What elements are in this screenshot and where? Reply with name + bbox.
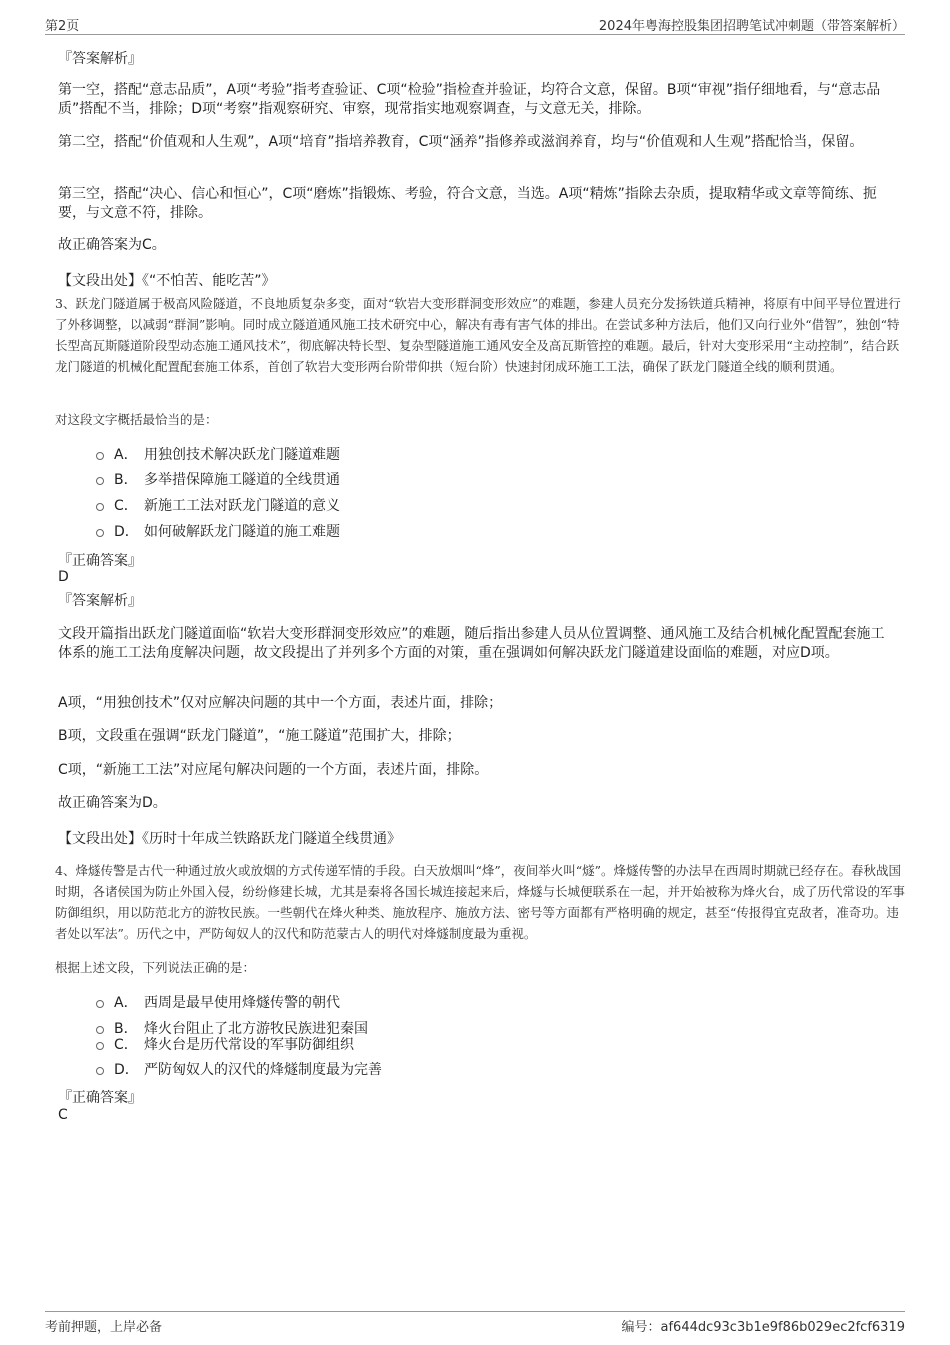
question-3-stem: 对这段文字概括最恰当的是： bbox=[55, 412, 218, 427]
question-3-option-d[interactable]: D． 如何破解跃龙门隧道的施工难题 bbox=[96, 521, 340, 541]
question-3-option-c[interactable]: C． 新施工工法对跃龙门隧道的意义 bbox=[96, 495, 340, 515]
question-3-option-b[interactable]: B． 多举措保障施工隧道的全线贯通 bbox=[96, 469, 340, 489]
analysis-conclusion: 故正确答案为D。 bbox=[58, 795, 167, 811]
radio-icon[interactable] bbox=[96, 452, 104, 460]
radio-icon[interactable] bbox=[96, 1042, 104, 1050]
question-4-option-b[interactable]: B． 烽火台阻止了北方游牧民族进犯秦国 bbox=[96, 1018, 368, 1038]
radio-icon[interactable] bbox=[96, 477, 104, 485]
document-code: 编号：af644dc93c3b1e9f86b029ec2fcf6319 bbox=[621, 1320, 905, 1335]
analysis-paragraph: 文段开篇指出跃龙门隧道面临“软岩大变形群洞变形效应”的难题，随后指出参建人员从位置调整、通风施工及结合机械化配置配套施工体系的施工工法角度解决问题，故文段提出了并列多个方面的对策，重在强调如何解决跃龙门隧道建设面临的难题，对应D项。 bbox=[58, 626, 885, 661]
correct-answer-label: 『正确答案』 bbox=[58, 1090, 142, 1106]
question-3-text: 3、跃龙门隧道属于极高风险隧道，不良地质复杂多变，面对“软岩大变形群洞变形效应”的难题，参建人员充分发扬铁道兵精神，将原有中间平导位置进行了外移调整，以减弱“群洞”影响。同时成立隧道通风施工技术研究中心，解决有毒有害气体的排出。在尝试多种方法后，他们又向行业外“借智”，独创“特长型高瓦斯隧道阶段型动态施工通风技术”，彻底解决特长型、复杂型隧道施工通风安全及高瓦斯管控的难题。最后，针对大变形采用“主动控制”，结合跃龙门隧道的机械化配置配套施工体系，首创了软岩大变形两台阶带仰拱（短台阶）快速封闭成环施工工法，确保了跃龙门隧道全线的顺利贯通。 bbox=[55, 296, 901, 374]
radio-icon[interactable] bbox=[96, 1026, 104, 1034]
question-4-option-a[interactable]: A． 西周是最早使用烽燧传警的朝代 bbox=[96, 992, 340, 1012]
analysis-paragraph: 第三空，搭配“决心、信心和恒心”，C项“磨炼”指锻炼、考验，符合文意，当选。A项“精炼”指除去杂质，提取精华或文章等简练、扼要，与文意不符，排除。 bbox=[58, 186, 877, 221]
footer-slogan: 考前押题，上岸必备 bbox=[45, 1320, 163, 1335]
question-4-option-c[interactable]: C． 烽火台是历代常设的军事防御组织 bbox=[96, 1034, 354, 1054]
radio-icon[interactable] bbox=[96, 503, 104, 511]
question-4-option-d[interactable]: D． 严防匈奴人的汉代的烽燧制度最为完善 bbox=[96, 1059, 382, 1079]
analysis-paragraph: 第二空，搭配“价值观和人生观”，A项“培育”指培养教育，C项“涵养”指修养或滋润养育，均与“价值观和人生观”搭配恰当，保留。 bbox=[58, 134, 864, 150]
radio-icon[interactable] bbox=[96, 529, 104, 537]
page-footer bbox=[45, 1311, 905, 1334]
analysis-paragraph: 第一空，搭配“意志品质”，A项“考验”指考查验证、C项“检验”指检查并验证，均符合文意，保留。B项“审视”指仔细地看，与“意志品质”搭配不当，排除；D项“考察”指观察研究、审察，现常指实地观察调查，与文意无关，排除。 bbox=[58, 82, 881, 117]
correct-answer-label: 『正确答案』 bbox=[58, 553, 142, 569]
analysis-label: 『答案解析』 bbox=[58, 51, 142, 67]
page-header bbox=[45, 14, 905, 35]
correct-answer: D bbox=[58, 569, 69, 585]
source-note: 【文段出处】《历时十年成兰铁路跃龙门隧道全线贯通》 bbox=[58, 831, 401, 847]
question-4-text: 4、烽燧传警是古代一种通过放火或放烟的方式传递军情的手段。白天放烟叫“烽”，夜间举火叫“燧”。烽燧传警的办法早在西周时期就已经存在。春秋战国时期，各诸侯国为防止外国入侵，纷纷修建长城，尤其是秦将各国长城连接起来后，烽燧与长城便联系在一起，并开始被称为烽火台，成了历代常设的军事防御组织，用以防范北方的游牧民族。一些朝代在烽火种类、施放程序、施放方法、密号等方面都有严格明确的规定，甚至“传报得宜克敌者，准奇功。违者处以军法”。历代之中，严防匈奴人的汉代和防范蒙古人的明代对烽燧制度最为重视。 bbox=[55, 863, 906, 941]
radio-icon[interactable] bbox=[96, 1000, 104, 1008]
page-number: 第2页 bbox=[45, 19, 80, 34]
analysis-paragraph: C项，“新施工工法”对应尾句解决问题的一个方面，表述片面，排除。 bbox=[58, 762, 489, 778]
source-note: 【文段出处】《“不怕苦、能吃苦”》 bbox=[58, 273, 276, 289]
analysis-conclusion: 故正确答案为C。 bbox=[58, 237, 166, 253]
question-3-option-a[interactable]: A． 用独创技术解决跃龙门隧道难题 bbox=[96, 444, 340, 464]
question-4-stem: 根据上述文段，下列说法正确的是： bbox=[55, 960, 256, 975]
analysis-label: 『答案解析』 bbox=[58, 593, 142, 609]
analysis-paragraph: B项，文段重在强调“跃龙门隧道”，“施工隧道”范围扩大，排除； bbox=[58, 728, 461, 744]
radio-icon[interactable] bbox=[96, 1067, 104, 1075]
analysis-paragraph: A项，“用独创技术”仅对应解决问题的其中一个方面，表述片面，排除； bbox=[58, 695, 503, 711]
correct-answer: C bbox=[58, 1107, 68, 1123]
document-title: 2024年粤海控股集团招聘笔试冲刺题（带答案解析） bbox=[598, 19, 905, 34]
